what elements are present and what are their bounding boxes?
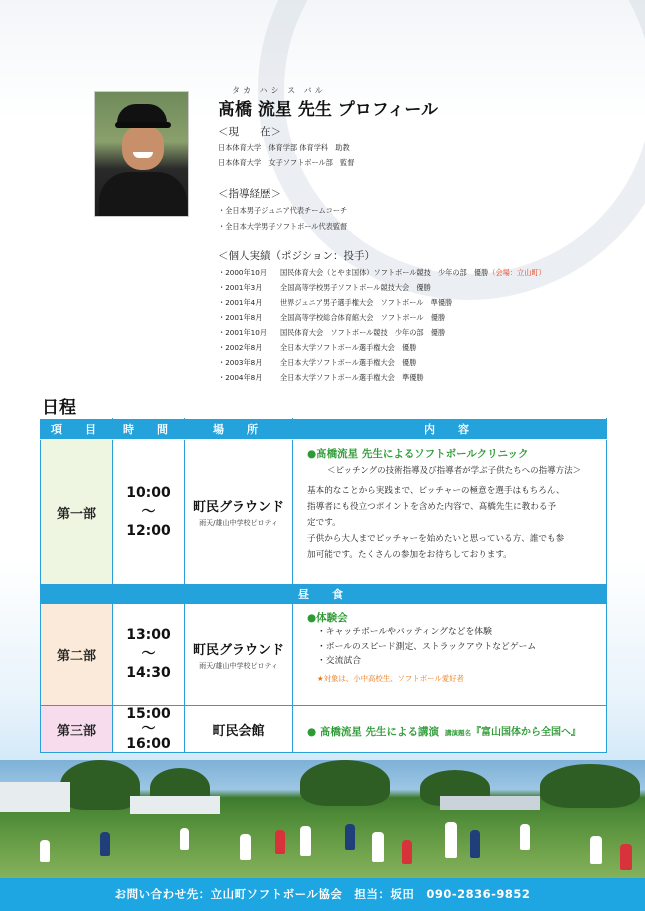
record-row [218, 373, 424, 383]
record-text: 国民体育大会（とやま国体）ソフトボール競技 少年の部 優勝 [280, 268, 489, 277]
photo-cap-brim [115, 122, 171, 128]
part3-label: 第三部 [41, 706, 113, 753]
part2-heading: ●体験会 [307, 612, 348, 624]
schedule-title: 日程 [42, 398, 76, 418]
current-line: 日本体育大学 体育学部 体育学科 助教 [218, 143, 350, 152]
part3-content [293, 706, 607, 753]
photo-shirt [99, 172, 187, 217]
record-date: ・2001年8月 [218, 313, 263, 322]
record-text: 全国高等学校男子ソフトボール競技大会 優勝 [280, 283, 431, 292]
record-text: 全日本大学ソフトボール選手権大会 優勝 [280, 343, 417, 352]
part2-tilde: ～ [141, 646, 156, 662]
part2-time [113, 604, 185, 706]
part3-heading-line [307, 719, 596, 739]
part1-time [113, 440, 185, 585]
part2-end: 14:30 [126, 665, 171, 681]
profile-title: 髙橋 流星 先生 プロフィール [218, 100, 439, 120]
part3-lecture-title: 『富山国体から全国へ』 [470, 727, 581, 738]
record-text: 全国高等学校総合体育館大会 ソフトボール 優勝 [280, 313, 446, 322]
part1-place-cell [185, 440, 293, 585]
record-date: ・2001年4月 [218, 298, 263, 307]
part1-body-line: 加可能です。たくさんの参加をお待ちしております。 [307, 550, 512, 560]
part1-end: 12:00 [126, 522, 171, 539]
photo-face [122, 126, 164, 170]
part3-place-cell [185, 706, 293, 753]
lunch-row [41, 585, 607, 604]
header-place: 場 所 [185, 419, 293, 440]
record-row [218, 358, 416, 368]
part3-time [113, 706, 185, 753]
part2-item: ・ボールのスピード測定、ストラックアウトなどゲーム [317, 641, 537, 652]
record-date: ・2001年10月 [218, 328, 268, 337]
player [445, 822, 457, 858]
player [402, 840, 412, 864]
schedule-table [40, 418, 607, 753]
record-date: ・2004年8月 [218, 373, 263, 382]
player [372, 832, 384, 862]
current-heading: ＜現 在＞ [218, 126, 281, 138]
part3-place: 町民会館 [212, 723, 265, 739]
part2-item: ・キャッチボールやバッティングなどを体験 [317, 627, 492, 637]
header-item: 項 目 [41, 419, 113, 440]
tree [300, 760, 390, 806]
history-line: ・全日本大学男子ソフトボール代表監督 [218, 222, 348, 231]
coach-photo [94, 91, 189, 217]
record-row [218, 298, 452, 308]
part3-row [41, 706, 607, 753]
player [520, 824, 530, 850]
part3-start: 15:00 [126, 705, 171, 722]
name-ruby: タカ ハシ ス バル [232, 86, 326, 95]
part3-title-label: 講演題名 [444, 729, 471, 737]
player [40, 840, 50, 862]
record-heading: ＜個人実績（ポジション：投手） [218, 250, 376, 262]
record-venue: （会場：立山町） [488, 268, 546, 277]
part1-body-line: 指導者にも役立つポイントを含めた内容で、髙橋先生に教わる予 [307, 502, 557, 512]
part2-place: 町民グラウンド [192, 642, 284, 658]
part2-place-cell [185, 604, 293, 706]
part1-content [293, 440, 607, 585]
part1-place-sub: 雨天/雄山中学校ピロティ [199, 519, 278, 527]
part2-content [293, 604, 607, 706]
record-row [218, 268, 546, 278]
record-text: 全日本大学ソフトボール選手権大会 準優勝 [280, 373, 424, 382]
player [620, 844, 632, 870]
tree [540, 764, 640, 808]
building [0, 782, 70, 812]
part2-start: 13:00 [126, 627, 171, 643]
record-date: ・2001年3月 [218, 283, 263, 292]
part3-end: 16:00 [126, 735, 171, 752]
part2-place-sub: 雨天/雄山中学校ピロティ [199, 661, 278, 670]
record-text: 国民体育大会 ソフトボール競技 少年の部 優勝 [280, 328, 446, 337]
record-text: 全日本大学ソフトボール選手権大会 優勝 [280, 358, 417, 367]
record-row [218, 313, 445, 323]
record-row [218, 283, 431, 293]
record-row [218, 343, 416, 353]
part1-body-line: 定です。 [307, 518, 341, 528]
player [470, 830, 480, 858]
record-row [218, 328, 445, 338]
player [180, 828, 189, 850]
player [345, 824, 355, 850]
record-text: 世界ジュニア男子選手権大会 ソフトボール 準優勝 [280, 298, 453, 307]
contact-footer: お問い合わせ先：立山町ソフトボール協会 担当：坂田 090-2836-9852 [0, 878, 645, 911]
history-line: ・全日本男子ジュニア代表チームコーチ [218, 206, 348, 215]
part1-tilde: ～ [141, 503, 156, 520]
part1-body-line: 子供から大人までピッチャーを始めたいと思っている方、誰でも参 [307, 534, 565, 544]
part2-label: 第二部 [41, 604, 113, 706]
header-content: 内 容 [293, 419, 607, 440]
part1-label: 第一部 [41, 440, 113, 585]
tree [60, 760, 140, 810]
part1-body-line: 基本的なことから実践まで、ピッチャーの極意を選手はもちろん、 [307, 486, 565, 496]
history-heading: ＜指導経歴＞ [218, 188, 281, 200]
part1-subheading: ＜ピッチングの技術指導及び指導者が学ぶ子供たちへの指導方法＞ [327, 466, 582, 476]
part3-heading: ● 髙橋流星 先生による講演 [307, 726, 439, 738]
player [100, 832, 110, 856]
player [240, 834, 251, 860]
record-date: ・2002年8月 [218, 343, 263, 352]
part1-place: 町民グラウンド [192, 500, 284, 515]
part1-heading: ●髙橋流星 先生によるソフトボールクリニック [307, 448, 529, 460]
player [590, 836, 602, 864]
player [275, 830, 285, 854]
part3-tilde: ～ [141, 720, 156, 737]
part2-item: ・交流試合 [317, 656, 361, 666]
part2-note: ★対象は、小中高校生、ソフトボール愛好者 [317, 673, 464, 683]
current-line: 日本体育大学 女子ソフトボール部 監督 [218, 158, 355, 167]
part1-row [41, 440, 607, 585]
part1-start: 10:00 [126, 484, 171, 501]
building [440, 796, 540, 810]
photo-smile [133, 152, 153, 158]
lunch-label: 昼 食 [41, 585, 607, 604]
schedule-header-row [41, 419, 607, 440]
building [130, 796, 220, 814]
record-date: ・2000年10月 [218, 268, 268, 277]
record-date: ・2003年8月 [218, 358, 263, 367]
part2-row [41, 604, 607, 706]
header-time: 時 間 [113, 419, 185, 440]
part1-body [307, 483, 596, 563]
player [300, 826, 311, 856]
softball-field-photo [0, 760, 645, 878]
